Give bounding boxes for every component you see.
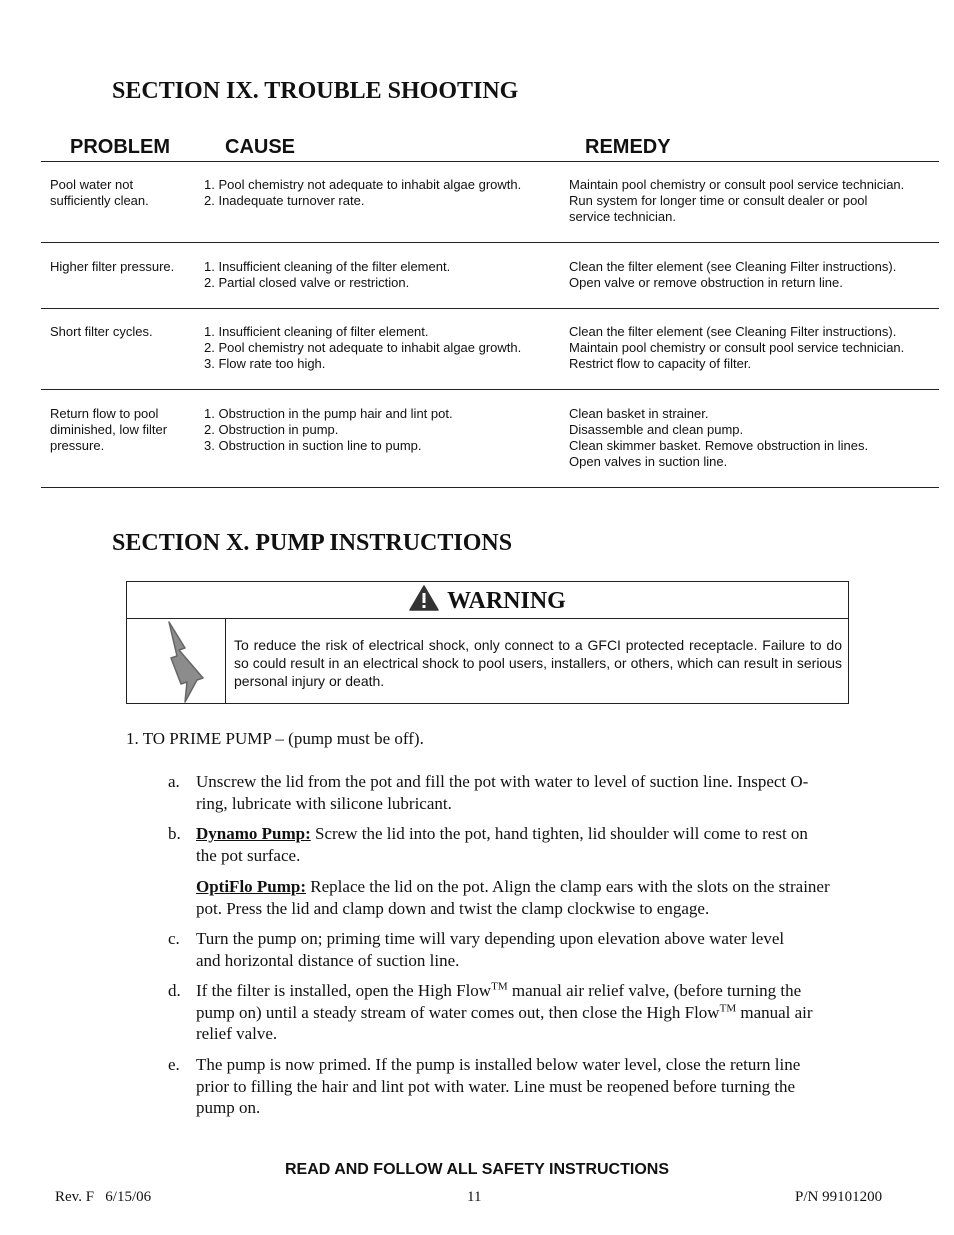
problem-cell: Higher filter pressure. — [50, 259, 175, 274]
cause-cell: 1. Obstruction in the pump hair and lint pot. 2. Obstruction in pump. 3. Obstruction in suction line to pump. — [204, 406, 453, 453]
remedy-cell: Clean basket in strainer. Disassemble and clean pump. Clean skimmer basket. Remove obstruction in lines. Open valves in suction line. — [569, 406, 869, 469]
header-cause: CAUSE — [225, 136, 296, 158]
remedy-cell: Maintain pool chemistry or consult pool service technician. Run system for longer time or consult dealer or pool service technician. — [569, 177, 905, 224]
lightning-bolt-icon — [127, 618, 225, 704]
cause-cell: 1. Pool chemistry not adequate to inhabit algae growth. 2. Inadequate turnover rate. — [204, 177, 522, 208]
remedy-cell: Clean the filter element (see Cleaning Filter instructions). Maintain pool chemistry or consult pool service technician. Restrict flow to capacity of filter. — [569, 324, 905, 371]
warning-header — [127, 582, 848, 619]
warning-title: WARNING — [447, 588, 566, 614]
problem-cell: Pool water not sufficiently clean. — [50, 177, 149, 208]
section-ix-title: SECTION IX. TROUBLE SHOOTING — [112, 78, 519, 104]
part-number: P/N 99101200 — [795, 1189, 883, 1205]
table-divider — [41, 161, 939, 162]
warning-triangle-icon — [409, 585, 439, 611]
warning-box — [126, 581, 849, 704]
page-number: 11 — [467, 1189, 482, 1205]
bolt-cell — [127, 618, 226, 704]
optiflo-pump-label: OptiFlo Pump: — [196, 877, 307, 896]
dynamo-pump-label: Dynamo Pump: — [196, 824, 311, 843]
remedy-cell: Clean the filter element (see Cleaning Filter instructions). Open valve or remove obstruction in return line. — [569, 259, 897, 290]
section-x-title: SECTION X. PUMP INSTRUCTIONS — [112, 530, 513, 556]
table-divider — [41, 487, 939, 488]
table-divider — [41, 242, 939, 243]
problem-cell: Return flow to pool diminished, low filter pressure. — [50, 406, 168, 453]
safety-footer: READ AND FOLLOW ALL SAFETY INSTRUCTIONS — [285, 1161, 669, 1178]
revision-date: Rev. F 6/15/06 — [55, 1189, 152, 1205]
table-divider — [41, 308, 939, 309]
header-problem: PROBLEM — [70, 136, 170, 158]
warning-text: To reduce the risk of electrical shock, only connect to a GFCI protected receptacle. Failure to do so could result in an electrical shock to pool users, installers, or others, which can result in serious personal injury or death. — [234, 637, 842, 689]
step-prime-pump: 1. TO PRIME PUMP – (pump must be off). — [126, 729, 424, 748]
table-divider — [41, 389, 939, 390]
cause-cell: 1. Insufficient cleaning of the filter element. 2. Partial closed valve or restriction. — [204, 259, 451, 290]
header-remedy: REMEDY — [585, 136, 671, 158]
cause-cell: 1. Insufficient cleaning of filter element. 2. Pool chemistry not adequate to inhabit algae growth. 3. Flow rate too high. — [204, 324, 522, 371]
problem-cell: Short filter cycles. — [50, 324, 153, 339]
